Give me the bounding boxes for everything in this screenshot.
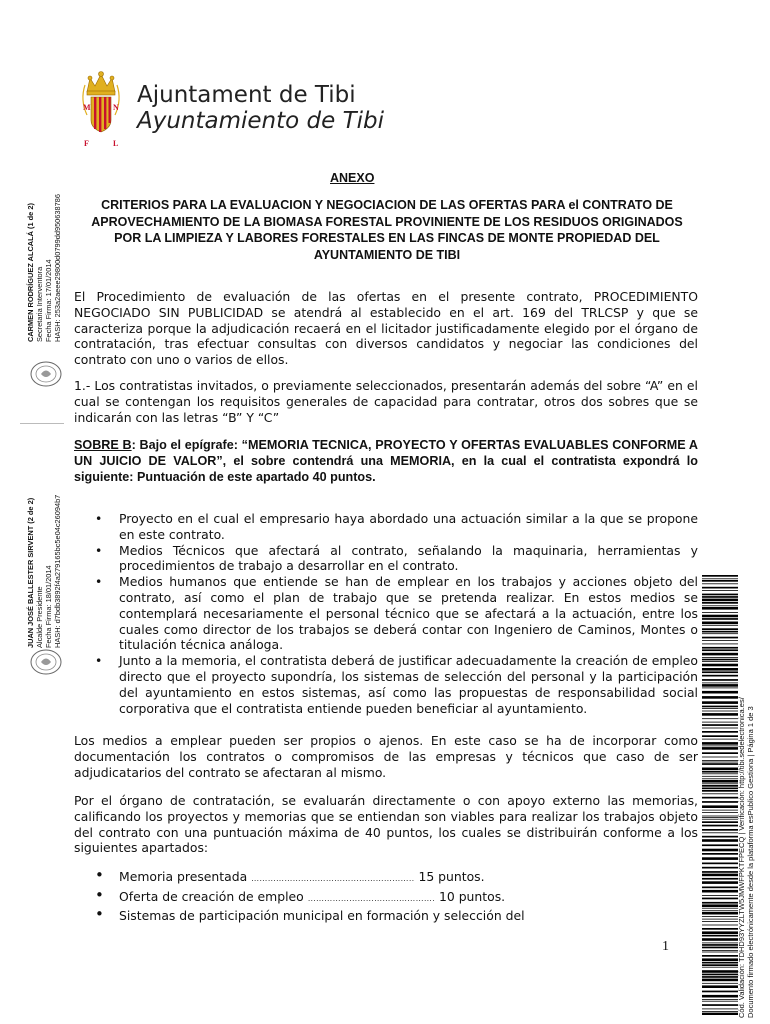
crest-letter-f: F bbox=[84, 139, 89, 148]
coat-of-arms-logo bbox=[78, 70, 124, 152]
barcode-bar bbox=[702, 594, 738, 596]
barcode-bar bbox=[702, 664, 738, 667]
barcode-bar bbox=[702, 768, 738, 771]
points-list bbox=[95, 868, 565, 927]
barcode-bar bbox=[702, 728, 738, 729]
barcode-bar bbox=[702, 780, 738, 783]
barcode-bar bbox=[702, 580, 738, 582]
barcode-bar bbox=[702, 1011, 738, 1012]
points-value: 10 puntos. bbox=[435, 888, 506, 904]
barcode-bar bbox=[702, 810, 738, 811]
signer-role: Alcalde Presidente bbox=[35, 586, 44, 648]
barcode-bar bbox=[702, 919, 738, 920]
barcode-bar bbox=[702, 958, 738, 961]
barcode-bar bbox=[702, 983, 738, 984]
barcode-bar bbox=[702, 587, 738, 589]
barcode-bar bbox=[702, 735, 738, 737]
barcode-bar bbox=[702, 910, 738, 911]
paragraph-envelopes: 1.- Los contratistas invitados, o previamente seleccionados, presentarán además del sobre “A” en el cual se contengan los requisitos generales de capacidad para contratar, otros dos sobres que se indicarán con las letras “B” Y “C” bbox=[74, 378, 698, 425]
barcode-bar bbox=[702, 742, 738, 745]
list-item bbox=[95, 907, 565, 927]
points-leader: ………………………………………………….. bbox=[251, 874, 415, 883]
barcode-bar bbox=[702, 970, 738, 973]
signature-hash: HASH: d7bdb3892f4a279165bc5e04c26094b7 bbox=[53, 494, 62, 648]
barcode-bar bbox=[702, 825, 738, 827]
barcode-bar bbox=[702, 816, 738, 817]
list-item: • Medios humanos que entiende se han de emplear en los trabajos y acciones objeto del contrato, así como el plan de trabajo que se pretenda realizar. En estos medios se contemplará necesariamente el personal técnico que se afectará a la actuación, entre los cuales como director de los trabajos se deberá contar con Ingeniero de Caminos, Montes o titulación técnica análoga. bbox=[95, 574, 698, 653]
crest-letter-m: M bbox=[83, 103, 91, 112]
barcode-bar bbox=[702, 867, 738, 869]
barcode-bar bbox=[702, 578, 738, 579]
barcode-bar bbox=[702, 633, 738, 634]
barcode-bar bbox=[702, 955, 738, 957]
barcode-bar bbox=[702, 640, 738, 641]
barcode-bar bbox=[702, 976, 738, 978]
barcode-bar bbox=[702, 696, 738, 699]
barcode-bar bbox=[702, 773, 738, 774]
barcode-bar bbox=[702, 967, 738, 968]
barcode-bar bbox=[702, 1004, 738, 1006]
official-seal-icon bbox=[29, 357, 63, 391]
barcode-bar bbox=[702, 829, 738, 831]
barcode-bar bbox=[702, 649, 738, 651]
validation-platform: Documento firmado electrónicamente desde la plataforma esPublico Gestiona | Página 1 de 3 bbox=[746, 706, 755, 1018]
barcode-bar bbox=[702, 874, 738, 877]
barcode-bar bbox=[702, 1013, 738, 1015]
barcode-bar bbox=[702, 785, 738, 787]
official-seal-icon bbox=[29, 645, 63, 679]
barcode-bar bbox=[702, 819, 738, 820]
barcode-bar bbox=[702, 607, 738, 610]
barcode-bar bbox=[702, 675, 738, 677]
barcode-bar bbox=[702, 625, 738, 626]
barcode-bar bbox=[702, 947, 738, 949]
points-label: Sistemas de participación municipal en formación y selección del bbox=[119, 908, 525, 923]
barcode-bar bbox=[702, 718, 738, 719]
barcode-bar bbox=[702, 817, 738, 818]
barcode-bar bbox=[702, 637, 738, 639]
list-item bbox=[95, 888, 565, 908]
barcode-bar bbox=[702, 832, 738, 833]
barcode-bar bbox=[702, 628, 738, 630]
barcode-bar bbox=[702, 760, 738, 761]
barcode-bar bbox=[702, 902, 738, 904]
barcode-bar bbox=[702, 805, 738, 808]
barcode-bar bbox=[702, 590, 738, 591]
barcode-bar bbox=[702, 612, 738, 613]
barcode-bar bbox=[702, 776, 738, 777]
barcode-bar bbox=[702, 684, 738, 687]
list-item: • Proyecto en el cual el empresario haya abordado una actuación similar a la que se propone en este contrato. bbox=[95, 511, 698, 543]
barcode-bar bbox=[702, 790, 738, 792]
signature-block-1 bbox=[26, 170, 62, 342]
barcode-bar bbox=[702, 812, 738, 813]
barcode-bar bbox=[702, 747, 738, 750]
barcode-bar bbox=[702, 778, 738, 779]
barcode-bar bbox=[702, 602, 738, 604]
barcode-bar bbox=[702, 991, 738, 993]
barcode-bar bbox=[702, 1009, 738, 1010]
points-value: 15 puntos. bbox=[414, 869, 485, 884]
points-label: Oferta de creación de empleo bbox=[119, 888, 308, 904]
barcode-bar bbox=[702, 783, 738, 784]
barcode-bar bbox=[702, 583, 738, 584]
barcode-bar bbox=[702, 724, 738, 726]
sobre-b-label: SOBRE B bbox=[74, 438, 132, 452]
barcode-bar bbox=[702, 935, 738, 937]
barcode-bar bbox=[702, 731, 738, 733]
barcode-bar bbox=[702, 839, 738, 842]
barcode-bar bbox=[702, 921, 738, 922]
barcode-bar bbox=[702, 575, 738, 577]
barcode-bar bbox=[702, 944, 738, 946]
barcode-bar bbox=[702, 979, 738, 982]
barcode-bar bbox=[702, 683, 738, 684]
barcode-bar bbox=[702, 928, 738, 930]
paragraph-procedure: El Procedimiento de evaluación de las ofertas en el presente contrato, PROCEDIMIENTO NEGOCIADO SIN PUBLICIDAD se atendrá al establecido en el art. 169 del TRLCSP y que se caracteriza porque la adjudicación recaerá en el licitador justificadamente elegido por el órgano de contratación, tras efectuar consultas con diversos candidatos y negociar las condiciones del contrato con uno o varios de ellos. bbox=[74, 289, 698, 368]
barcode-bar bbox=[702, 671, 738, 673]
memoria-requirements-list bbox=[95, 511, 698, 716]
barcode-bar bbox=[702, 887, 738, 889]
crest-letter-l: L bbox=[113, 139, 119, 148]
signature-hash: HASH: 253a2aeee29800d0799dd950638786 bbox=[53, 194, 62, 342]
sobre-b-text: : Bajo el epígrafe: “MEMORIA TECNICA, PROYECTO Y OFERTAS EVALUABLES CONFORME A UN JUICIO DE VALOR”, el sobre contendrá una MEMORIA, en la cual el contratista expondrá lo siguiente: Puntuación de este apartado 40 puntos. bbox=[74, 438, 698, 484]
barcode-bar bbox=[702, 653, 738, 656]
barcode-bar bbox=[702, 661, 738, 662]
points-label: Memoria presentada bbox=[119, 869, 252, 884]
barcode-bar bbox=[702, 688, 738, 689]
signature-date: Fecha Firma: 18/01/2014 bbox=[44, 565, 53, 648]
barcode-bar bbox=[702, 793, 738, 794]
org-name-valencian: Ajuntament de Tibi bbox=[137, 82, 356, 108]
barcode-bar bbox=[702, 974, 738, 976]
barcode-bar bbox=[702, 863, 738, 865]
barcode-bar bbox=[702, 931, 738, 934]
signature-block-2 bbox=[26, 440, 62, 648]
barcode-bar bbox=[702, 925, 738, 926]
barcode-bar bbox=[702, 596, 738, 598]
barcode-bar bbox=[702, 788, 738, 790]
barcode-bar bbox=[702, 644, 738, 645]
barcode-bar bbox=[702, 746, 738, 747]
barcode-bar bbox=[702, 952, 738, 953]
barcode-bar bbox=[702, 706, 738, 708]
barcode-bar bbox=[702, 771, 738, 773]
barcode-bar bbox=[702, 916, 738, 917]
barcode-bar bbox=[702, 708, 738, 709]
list-item bbox=[95, 868, 565, 888]
barcode-bar bbox=[702, 615, 738, 618]
barcode-bar bbox=[702, 904, 738, 907]
barcode-bar bbox=[702, 912, 738, 915]
barcode-bar bbox=[702, 679, 738, 681]
list-item: • Junto a la memoria, el contratista deberá de justificar adecuadamente la creación de empleo directo que el proyecto supondría, los sistemas de selección del personal y la participación del ayuntamiento en estos sistemas, así como las propuestas de responsabilidad social corporativa que el contratista entiende pueden beneficiar al ayuntamiento. bbox=[95, 653, 698, 716]
barcode-bar bbox=[702, 964, 738, 966]
annex-heading: ANEXO bbox=[330, 171, 375, 185]
barcode-bar bbox=[702, 647, 738, 649]
org-name-spanish: Ayuntamiento de Tibi bbox=[137, 108, 385, 134]
barcode-bar bbox=[702, 618, 738, 620]
barcode-bar bbox=[702, 878, 738, 880]
crest-letter-n: N bbox=[113, 103, 119, 112]
barcode-bar bbox=[702, 657, 738, 658]
barcode-bar bbox=[702, 1001, 738, 1002]
barcode-bar bbox=[702, 713, 738, 716]
barcode-bar bbox=[702, 999, 738, 1000]
barcode-bar bbox=[702, 962, 738, 964]
barcode-bar bbox=[702, 659, 738, 661]
barcode-bar bbox=[702, 895, 738, 896]
list-item: • Medios Técnicos que afectará al contrato, señalando la maquinaria, herramientas y procedimientos de trabajo a desarrollar en el contrato. bbox=[95, 543, 698, 575]
barcode-bar bbox=[702, 668, 738, 671]
barcode-image bbox=[702, 575, 738, 1015]
barcode-bar bbox=[702, 622, 738, 625]
paragraph-evaluation: Por el órgano de contratación, se evaluarán directamente o con apoyo externo las memorias, calificando los proyectos y memorias que se entiendan son viables para realizar los trabajos objeto del contrato con una puntuación máxima de 40 puntos, los cuales se distribuirán conforme a los siguientes apartados: bbox=[74, 793, 698, 856]
barcode-bar bbox=[702, 631, 738, 633]
barcode-bar bbox=[702, 849, 738, 852]
barcode-bar bbox=[702, 711, 738, 712]
barcode-bar bbox=[702, 836, 738, 838]
barcode-bar bbox=[702, 950, 738, 951]
validation-text bbox=[737, 618, 755, 1018]
paragraph-sobre-b bbox=[74, 437, 698, 485]
barcode-bar bbox=[702, 762, 738, 763]
barcode-bar bbox=[702, 985, 738, 988]
signer-name: CARMEN RODRÍGUEZ ALCALÁ (1 de 2) bbox=[26, 203, 35, 342]
barcode-bar bbox=[702, 599, 738, 602]
barcode-bar bbox=[702, 722, 738, 723]
points-leader: ………………………………………. bbox=[307, 893, 436, 903]
barcode-bar bbox=[702, 871, 738, 873]
paragraph-means: Los medios a emplear pueden ser propios o ajenos. En este caso se ha de incorporar como documentación los contratos o compromisos de las empresas y técnicos que caso de ser adjudicatarios del contrato se afectaran al mismo. bbox=[74, 733, 698, 780]
barcode-bar bbox=[702, 752, 738, 754]
barcode-bar bbox=[702, 898, 738, 900]
validation-code: Cód. Validación: TDHD93YYZLTW5JMWFPKTFPECQ | Verificación: http://tibi.sedelectronica.es/ bbox=[737, 697, 746, 1018]
document-title: CRITERIOS PARA LA EVALUACION Y NEGOCIACION DE LAS OFERTAS PARA el CONTRATO DE APROVECHAMIENTO DE LA BIOMASA FORESTAL PROVINIENTE DE LOS RESIDUOS ORIGINADOS POR LA LIMPIEZA Y LABORES FORESTALES EN LAS FINCAS DE MONTE PROPIEDAD DEL AYUNTAMIENTO DE TIBI bbox=[91, 198, 683, 262]
barcode-bar bbox=[702, 857, 738, 860]
barcode-bar bbox=[702, 691, 738, 694]
barcode-bar bbox=[702, 890, 738, 893]
barcode-bar bbox=[702, 801, 738, 803]
separator-line bbox=[20, 423, 64, 424]
barcode-bar bbox=[702, 739, 738, 740]
barcode-bar bbox=[702, 943, 738, 944]
barcode-bar bbox=[702, 605, 738, 606]
barcode-bar bbox=[702, 701, 738, 704]
barcode-bar bbox=[702, 908, 738, 909]
signer-name: JUAN JOSÉ BALLESTER SIRVENT (2 de 2) bbox=[26, 497, 35, 648]
page-number: 1 bbox=[662, 939, 669, 954]
barcode-bar bbox=[702, 881, 738, 884]
barcode-bar bbox=[702, 844, 738, 846]
barcode-bar bbox=[702, 853, 738, 855]
barcode-bar bbox=[702, 995, 738, 998]
barcode-bar bbox=[702, 757, 738, 758]
barcode-bar bbox=[702, 797, 738, 799]
barcode-bar bbox=[702, 938, 738, 941]
signature-date: Fecha Firma: 17/01/2014 bbox=[44, 259, 53, 342]
barcode-bar bbox=[702, 821, 738, 823]
signer-role: Secretaria Interventora bbox=[35, 266, 44, 342]
barcode-bar bbox=[702, 763, 738, 765]
